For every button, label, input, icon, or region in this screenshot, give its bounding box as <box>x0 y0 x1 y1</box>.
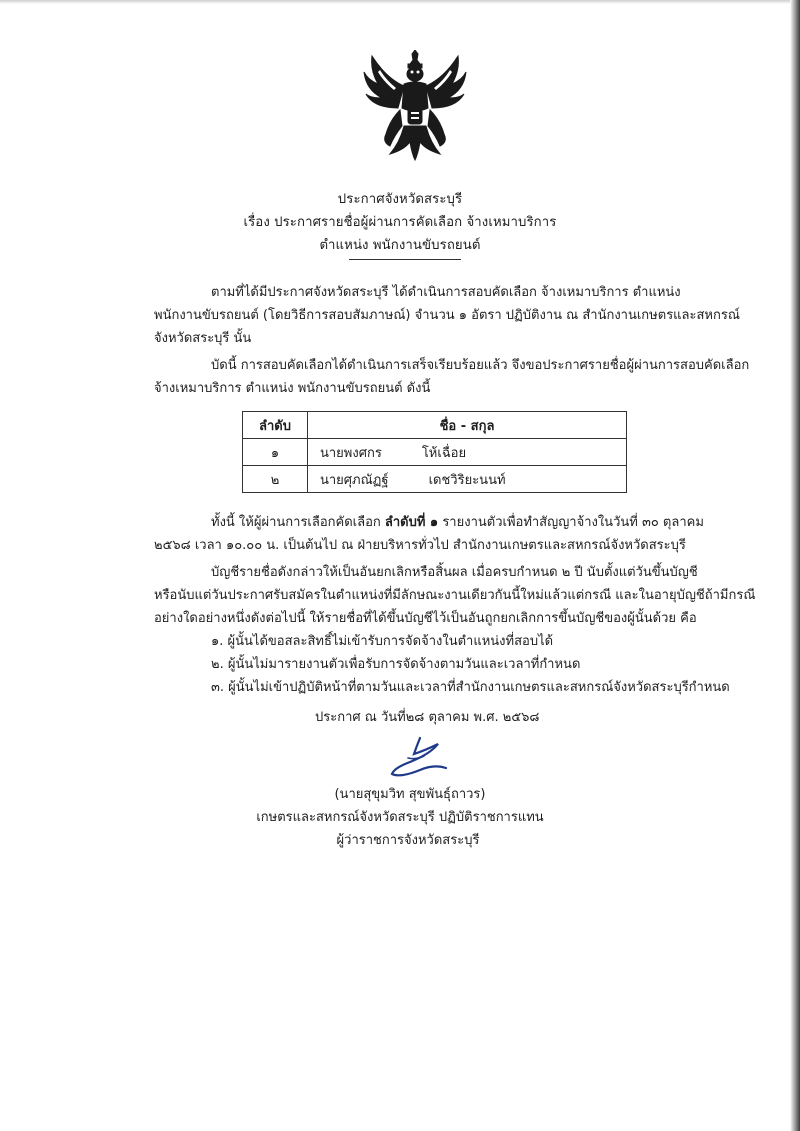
last-name: เดชวิริยะนนท์ <box>428 472 506 488</box>
paragraph-1-line-3: จังหวัดสระบุรี นั้น <box>154 331 252 346</box>
column-header-order: ลำดับ <box>243 412 308 439</box>
announcement-date: ประกาศ ณ วันที่๒๘ ตุลาคม พ.ศ. ๒๕๖๘ <box>315 710 540 725</box>
garuda-emblem-icon <box>360 50 470 162</box>
paragraph-3-line-2: ๒๕๖๘ เวลา ๑๐.๐๐ น. เป็นต้นไป ณ ฝ่ายบริหารทั่วไป สำนักงานเกษตรและสหกรณ์จังหวัดสระบุรี <box>154 538 686 553</box>
condition-item-3: ๓. ผู้นั้นไม่เข้าปฏิบัติหน้าที่ตามวันและเวลาที่สำนักงานเกษตรและสหกรณ์จังหวัดสระบุรีกำหนด <box>211 680 730 695</box>
row-name <box>308 439 627 466</box>
paragraph-4-line-2: หรือนับแต่วันประกาศรับสมัครในตำแหน่งที่มีลักษณะงานเดียวกันนี้ใหม่แล้วแต่กรณี และในอายุบัญชีถ้ามีกรณี <box>154 588 756 603</box>
paragraph-4-line-3: อย่างใดอย่างหนึ่งดังต่อไปนี้ ให้รายชื่อที่ได้ขึ้นบัญชีไว้เป็นอันถูกยกเลิกการขึ้นบัญชีของผู้นั้นด้วย คือ <box>154 611 697 626</box>
condition-item-2: ๒. ผู้นั้นไม่มารายงานตัวเพื่อรับการจัดจ้างตามวันและเวลาที่กำหนด <box>211 657 581 672</box>
handwritten-signature <box>380 734 460 780</box>
paragraph-3-bold: ลำดับที่ ๑ <box>384 515 439 530</box>
paragraph-3-text-c: รายงานตัวเพื่อทำสัญญาจ้างในวันที่ ๓๐ ตุลาคม <box>438 515 704 530</box>
table-row <box>243 439 627 466</box>
last-name: โห้เฉื่อย <box>421 445 467 461</box>
first-name: นายศุภณัฏฐ์ <box>320 472 389 488</box>
paragraph-3-text-a: ทั้งนี้ ให้ผู้ผ่านการเลือกคัดเลือก <box>211 515 385 530</box>
column-header-name: ชื่อ - สกุล <box>308 412 627 439</box>
paragraph-2-line-2: จ้างเหมาบริการ ตำแหน่ง พนักงานขับรถยนต์ ดังนี้ <box>154 381 431 396</box>
announcement-heading: ประกาศจังหวัดสระบุรี <box>337 192 463 207</box>
condition-item-1: ๑. ผู้นั้นได้ขอสละสิทธิ์ไม่เข้ารับการจัดจ้างในตำแหน่งที่สอบได้ <box>211 634 554 649</box>
heading-underline <box>349 259 461 260</box>
first-name: นายพงศกร <box>320 445 382 461</box>
row-number: ๒ <box>243 466 308 493</box>
announcement-subject: เรื่อง ประกาศรายชื่อผู้ผ่านการคัดเลือก จ้างเหมาบริการ <box>243 215 557 230</box>
paragraph-1-line-2: พนักงานขับรถยนต์ (โดยวิธีการสอบสัมภาษณ์) จำนวน ๑ อัตรา ปฏิบัติงาน ณ สำนักงานเกษตรและสหกรณ์ <box>154 308 740 323</box>
paragraph-2-line-1: บัดนี้ การสอบคัดเลือกได้ดำเนินการเสร็จเรียบร้อยแล้ว จึงขอประกาศรายชื่อผู้ผ่านการสอบคัดเลือก <box>211 358 750 373</box>
paragraph-4-line-1: บัญชีรายชื่อดังกล่าวให้เป็นอันยกเลิกหรือสิ้นผล เมื่อครบกำหนด ๒ ปี นับตั้งแต่วันขึ้นบัญชี <box>211 565 698 580</box>
table-header-row <box>243 412 627 439</box>
row-name <box>308 466 627 493</box>
results-table <box>242 411 627 493</box>
row-number: ๑ <box>243 439 308 466</box>
scan-edge-right <box>790 0 800 1131</box>
signer-name: (นายสุขุมวิท สุขพันธุ์ถาวร) <box>334 787 486 802</box>
announcement-position: ตำแหน่ง พนักงานขับรถยนต์ <box>319 238 481 253</box>
signer-title: เกษตรและสหกรณ์จังหวัดสระบุรี ปฏิบัติราชการแทน <box>256 810 544 825</box>
paragraph-1-line-1: ตามที่ได้มีประกาศจังหวัดสระบุรี ได้ดำเนินการสอบคัดเลือก จ้างเหมาบริการ ตำแหน่ง <box>211 285 681 300</box>
table-row <box>243 466 627 493</box>
scan-edge-top <box>0 0 800 4</box>
paragraph-3-line-1 <box>211 512 704 534</box>
signer-authority: ผู้ว่าราชการจังหวัดสระบุรี <box>336 833 480 848</box>
